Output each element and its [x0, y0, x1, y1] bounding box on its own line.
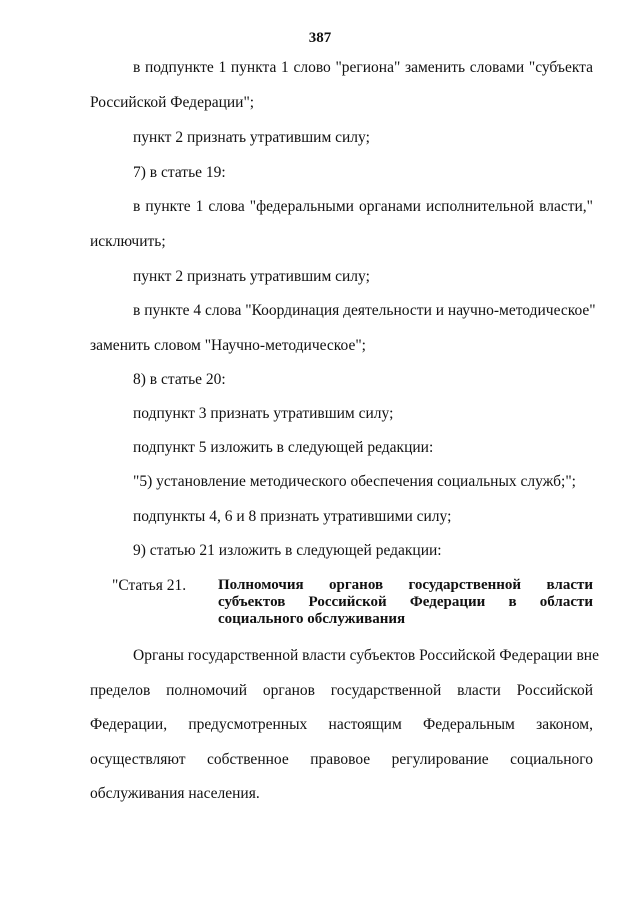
- body-line-2: пределов полномочий органов государственной власти Российской: [90, 682, 593, 699]
- text-line-9: заменить словом "Научно-методическое";: [90, 337, 366, 354]
- text-line-6: исключить;: [90, 233, 166, 250]
- article-title-row: Полномочия органов государственной власти: [218, 577, 593, 593]
- page-number: 387: [308, 30, 332, 46]
- text-line-12: подпункт 5 изложить в следующей редакции:: [133, 439, 434, 456]
- text-line-10: 8) в статье 20:: [133, 371, 226, 388]
- text-line-13: "5) установление методического обеспечения социальных служб;";: [133, 473, 576, 490]
- article-number: "Статья 21.: [112, 577, 187, 594]
- text-line-1: в подпункте 1 пункта 1 слово "региона" заменить словами "субъекта: [133, 59, 593, 76]
- body-line-5: обслуживания населения.: [90, 785, 260, 802]
- article-title: [218, 577, 593, 628]
- text-line-11: подпункт 3 признать утратившим силу;: [133, 405, 394, 422]
- text-line-15: 9) статью 21 изложить в следующей редакции:: [133, 542, 442, 559]
- article-title-row: субъектов Российской Федерации в области: [218, 594, 593, 610]
- text-line-4: 7) в статье 19:: [133, 164, 226, 181]
- text-line-14: подпункты 4, 6 и 8 признать утратившими силу;: [133, 508, 452, 525]
- text-line-7: пункт 2 признать утратившим силу;: [133, 268, 370, 285]
- text-line-2: Российской Федерации";: [90, 94, 255, 111]
- text-line-8: в пункте 4 слова "Координация деятельности и научно-методическое": [133, 302, 596, 319]
- body-line-4: осуществляют собственное правовое регулирование социального: [90, 751, 593, 768]
- text-line-5: в пункте 1 слова "федеральными органами исполнительной власти,": [133, 198, 593, 215]
- text-line-3: пункт 2 признать утратившим силу;: [133, 129, 370, 146]
- article-title-row: социального обслуживания: [218, 611, 406, 627]
- body-line-3: Федерации, предусмотренных настоящим Федеральным законом,: [90, 716, 593, 733]
- body-line-1: Органы государственной власти субъектов Российской Федерации вне: [133, 647, 599, 664]
